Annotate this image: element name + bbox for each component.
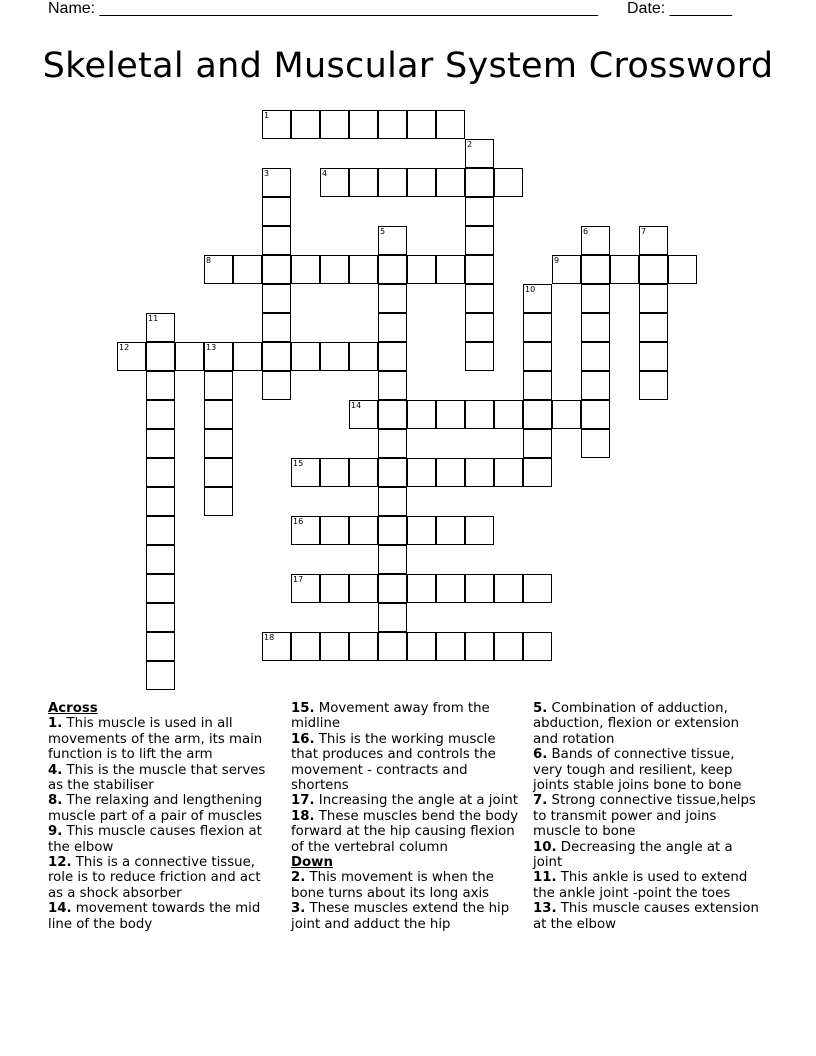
grid-cell[interactable] (407, 110, 436, 139)
grid-cell[interactable] (610, 255, 639, 284)
grid-cell[interactable] (639, 226, 668, 255)
grid-cell[interactable] (349, 255, 378, 284)
grid-cell[interactable] (581, 226, 610, 255)
grid-cell[interactable] (639, 284, 668, 313)
down-clue: 3. These muscles extend the hip joint and adduct the hip (291, 901, 510, 932)
grid-cell[interactable] (378, 429, 407, 458)
grid-cell[interactable] (581, 313, 610, 342)
grid-cell[interactable] (204, 458, 233, 487)
grid-cell[interactable] (233, 255, 262, 284)
grid-cell[interactable] (581, 371, 610, 400)
grid-cell[interactable] (378, 371, 407, 400)
grid-cell[interactable] (320, 458, 349, 487)
clue-number: 17 (293, 575, 304, 584)
across-clue: 16. This is the working muscle that produces and controls the movement - contracts and shortens (291, 731, 496, 794)
across-clue: 9. This muscle causes flexion at the elbow (48, 824, 262, 855)
grid-cell[interactable] (581, 400, 610, 429)
across-clue: 14. movement towards the mid line of the body (48, 901, 261, 932)
clue-number: 12 (119, 343, 130, 352)
grid-cell[interactable] (465, 168, 494, 197)
grid-cell[interactable] (262, 255, 291, 284)
across-heading: Across (48, 701, 98, 716)
grid-cell[interactable] (436, 110, 465, 139)
down-clue: 2. This movement is when the bone turns about its long axis (291, 870, 494, 901)
grid-cell[interactable] (378, 110, 407, 139)
grid-cell[interactable] (407, 632, 436, 661)
grid-cell[interactable] (262, 197, 291, 226)
grid-cell[interactable] (523, 313, 552, 342)
grid-cell[interactable] (146, 342, 175, 371)
clue-number: 5 (380, 227, 386, 236)
grid-cell[interactable] (378, 255, 407, 284)
grid-cell[interactable] (291, 574, 320, 603)
grid-cell[interactable] (523, 632, 552, 661)
clue-number: 14 (351, 401, 362, 410)
grid-cell[interactable] (262, 342, 291, 371)
grid-cell[interactable] (465, 458, 494, 487)
clue-number: 1 (264, 111, 270, 120)
grid-cell[interactable] (436, 574, 465, 603)
clue-number: 15 (293, 459, 304, 468)
grid-cell[interactable] (378, 342, 407, 371)
grid-cell[interactable] (552, 400, 581, 429)
grid-cell[interactable] (465, 632, 494, 661)
clue-number: 9 (554, 256, 560, 265)
grid-cell[interactable] (436, 458, 465, 487)
grid-cell[interactable] (407, 574, 436, 603)
grid-cell[interactable] (581, 255, 610, 284)
grid-cell[interactable] (494, 458, 523, 487)
grid-cell[interactable] (146, 632, 175, 661)
grid-cell[interactable] (146, 400, 175, 429)
grid-cell[interactable] (581, 284, 610, 313)
across-clue: 4. This is the muscle that serves as the stabiliser (48, 762, 266, 794)
grid-cell[interactable] (349, 342, 378, 371)
grid-cell[interactable] (407, 516, 436, 545)
grid-cell[interactable] (204, 429, 233, 458)
grid-cell[interactable] (639, 313, 668, 342)
grid-cell[interactable] (465, 197, 494, 226)
grid-cell[interactable] (378, 284, 407, 313)
date-field[interactable]: Date: _______ (627, 0, 732, 17)
grid-cell[interactable] (523, 342, 552, 371)
page-title: Skeletal and Muscular System Crossword (42, 46, 774, 86)
grid-cell[interactable] (204, 371, 233, 400)
grid-cell[interactable] (117, 342, 146, 371)
grid-cell[interactable] (639, 371, 668, 400)
grid-cell[interactable] (494, 632, 523, 661)
grid-cell[interactable] (465, 226, 494, 255)
grid-cell[interactable] (668, 255, 697, 284)
grid-cell[interactable] (349, 632, 378, 661)
grid-cell[interactable] (378, 516, 407, 545)
grid-cell[interactable] (204, 400, 233, 429)
clues-column-1 (48, 701, 273, 932)
grid-cell[interactable] (320, 110, 349, 139)
grid-cell[interactable] (436, 516, 465, 545)
grid-cell[interactable] (349, 458, 378, 487)
grid-cell[interactable] (262, 168, 291, 197)
grid-cell[interactable] (146, 574, 175, 603)
grid-cell[interactable] (378, 226, 407, 255)
grid-cell[interactable] (378, 487, 407, 516)
grid-cell[interactable] (494, 400, 523, 429)
clue-number: 3 (264, 169, 270, 178)
grid-cell[interactable] (436, 400, 465, 429)
grid-cell[interactable] (523, 574, 552, 603)
down-clue: 10. Decreasing the angle at a joint (533, 839, 733, 871)
grid-cell[interactable] (320, 574, 349, 603)
grid-cell[interactable] (552, 255, 581, 284)
grid-cell[interactable] (262, 371, 291, 400)
grid-cell[interactable] (262, 284, 291, 313)
clue-number: 18 (264, 633, 275, 642)
grid-cell[interactable] (146, 603, 175, 632)
grid-cell[interactable] (581, 342, 610, 371)
grid-cell[interactable] (523, 371, 552, 400)
grid-cell[interactable] (436, 632, 465, 661)
grid-cell[interactable] (407, 255, 436, 284)
grid-cell[interactable] (465, 516, 494, 545)
grid-cell[interactable] (320, 255, 349, 284)
grid-cell[interactable] (320, 168, 349, 197)
grid-cell[interactable] (146, 661, 175, 690)
grid-cell[interactable] (378, 400, 407, 429)
grid-cell[interactable] (523, 284, 552, 313)
grid-cell[interactable] (146, 429, 175, 458)
grid-cell[interactable] (639, 255, 668, 284)
grid-cell[interactable] (581, 429, 610, 458)
clue-number: 11 (148, 314, 159, 323)
across-clue: 1. This muscle is used in all movements of the arm, its main function is to lift the arm (48, 716, 263, 763)
clue-number: 6 (583, 227, 589, 236)
grid-cell[interactable] (523, 400, 552, 429)
grid-cell[interactable] (320, 516, 349, 545)
grid-cell[interactable] (175, 342, 204, 371)
grid-cell[interactable] (523, 458, 552, 487)
grid-cell[interactable] (523, 429, 552, 458)
grid-cell[interactable] (146, 545, 175, 574)
grid-cell[interactable] (349, 574, 378, 603)
grid-cell[interactable] (465, 313, 494, 342)
clues-column-3 (533, 701, 761, 932)
across-clue: 12. This is a connective tissue, role is to reduce friction and act as a shock absorber (48, 855, 261, 901)
clue-number: 7 (641, 227, 647, 236)
clues-column-2 (291, 701, 523, 932)
clue-number: 8 (206, 256, 212, 265)
grid-cell[interactable] (262, 313, 291, 342)
grid-cell[interactable] (146, 516, 175, 545)
grid-cell[interactable] (378, 545, 407, 574)
clue-number: 2 (467, 140, 473, 149)
across-clue: 17. Increasing the angle at a joint (291, 793, 518, 809)
grid-cell[interactable] (465, 342, 494, 371)
grid-cell[interactable] (436, 255, 465, 284)
grid-cell[interactable] (349, 168, 378, 197)
grid-cell[interactable] (146, 371, 175, 400)
grid-cell[interactable] (639, 342, 668, 371)
across-clue: 8. The relaxing and lengthening muscle part of a pair of muscles (48, 793, 263, 824)
grid-cell[interactable] (291, 516, 320, 545)
grid-cell[interactable] (407, 168, 436, 197)
grid-cell[interactable] (262, 632, 291, 661)
grid-cell[interactable] (494, 168, 523, 197)
down-clue: 6. Bands of connective tissue, very tough and resilient, keep joints stable joins bone to bone (533, 747, 742, 794)
down-clue: 7. Strong connective tissue,helps to transmit power and joins muscle to bone (533, 793, 756, 840)
grid-cell[interactable] (378, 574, 407, 603)
across-clue: 15. Movement away from the midline (291, 701, 490, 732)
clue-number: 16 (293, 517, 304, 526)
grid-cell[interactable] (465, 400, 494, 429)
grid-cell[interactable] (407, 400, 436, 429)
down-clue: 11. This ankle is used to extend the ankle joint -point the toes (533, 870, 748, 901)
down-clue: 13. This muscle causes extension at the elbow (533, 901, 759, 932)
grid-cell[interactable] (204, 342, 233, 371)
clue-number: 4 (322, 169, 328, 178)
grid-cell[interactable] (378, 313, 407, 342)
grid-cell[interactable] (204, 487, 233, 516)
grid-cell[interactable] (291, 458, 320, 487)
down-clue: 5. Combination of adduction, abduction, flexion or extension and rotation (533, 701, 740, 747)
grid-cell[interactable] (291, 110, 320, 139)
grid-cell[interactable] (291, 632, 320, 661)
grid-cell[interactable] (407, 458, 436, 487)
grid-cell[interactable] (349, 110, 378, 139)
grid-cell[interactable] (320, 342, 349, 371)
grid-cell[interactable] (291, 255, 320, 284)
grid-cell[interactable] (262, 226, 291, 255)
clue-number: 13 (206, 343, 217, 352)
grid-cell[interactable] (378, 603, 407, 632)
down-heading: Down (291, 855, 333, 871)
grid-cell[interactable] (465, 574, 494, 603)
grid-cell[interactable] (465, 284, 494, 313)
grid-cell[interactable] (494, 574, 523, 603)
clue-number: 10 (525, 285, 536, 294)
grid-cell[interactable] (349, 516, 378, 545)
grid-cell[interactable] (320, 632, 349, 661)
grid-cell[interactable] (378, 458, 407, 487)
grid-cell[interactable] (233, 342, 262, 371)
across-clue: 18. These muscles bend the body forward at the hip causing flexion of the vertebral column (291, 808, 519, 855)
name-field[interactable]: Name: ________________________________________________________ (48, 0, 598, 17)
grid-cell[interactable] (146, 458, 175, 487)
grid-cell[interactable] (378, 632, 407, 661)
grid-cell[interactable] (465, 255, 494, 284)
grid-cell[interactable] (436, 168, 465, 197)
grid-cell[interactable] (349, 400, 378, 429)
grid-cell[interactable] (291, 342, 320, 371)
grid-cell[interactable] (262, 110, 291, 139)
grid-cell[interactable] (146, 313, 175, 342)
grid-cell[interactable] (378, 168, 407, 197)
grid-cell[interactable] (204, 255, 233, 284)
grid-cell[interactable] (465, 139, 494, 168)
grid-cell[interactable] (146, 487, 175, 516)
